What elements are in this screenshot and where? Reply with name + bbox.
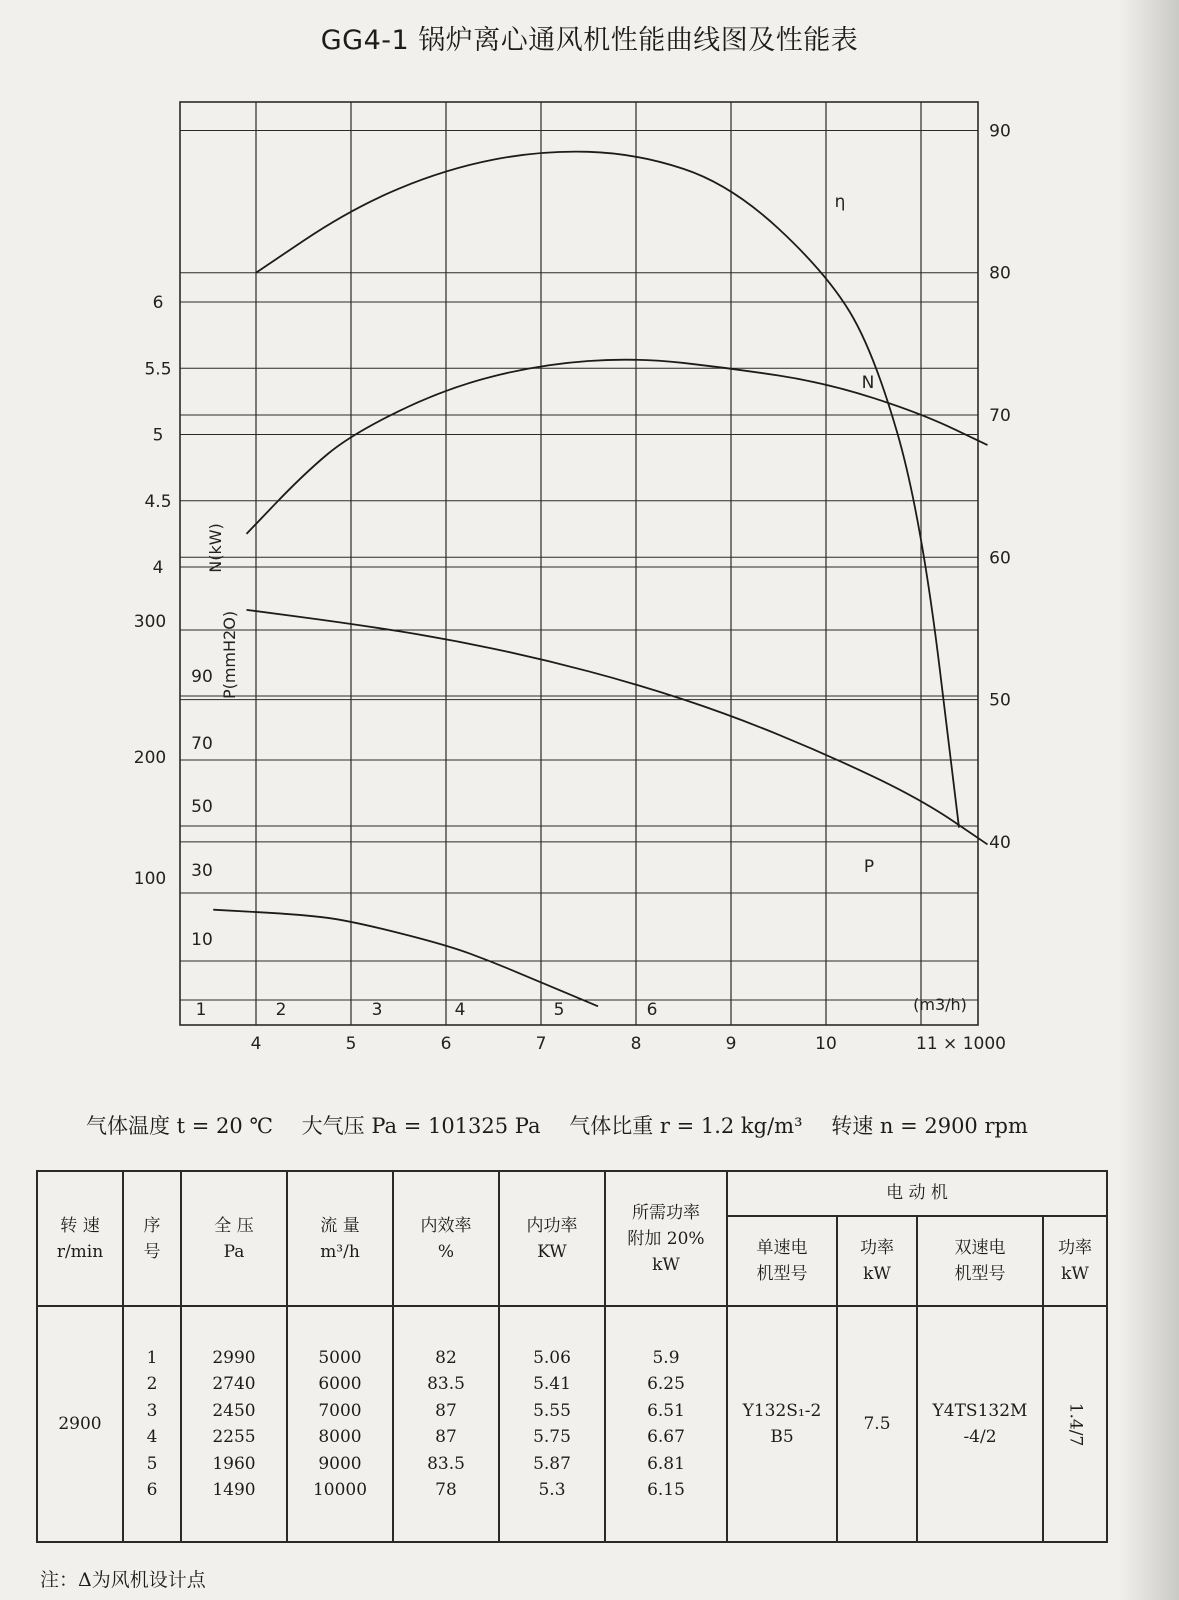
footnote: 注：Δ为风机设计点 — [40, 1569, 206, 1591]
series-curve-P — [247, 610, 988, 845]
power-axis-label: N(kW) — [206, 523, 225, 573]
efficiency-tick-label: 40 — [989, 832, 1011, 853]
cell-speed-value: 2900 — [37, 1306, 123, 1542]
pressure-inner-tick-label: 10 — [191, 930, 213, 950]
header-dual-motor: 双速电 机型号 — [917, 1216, 1043, 1306]
flow-tick-label: 10 — [815, 1034, 837, 1054]
col-efficiency: 82 83.5 87 87 83.5 78 — [393, 1306, 499, 1542]
header-single-power: 功率 kW — [837, 1216, 917, 1306]
flow-tick-label: 6 — [440, 1034, 452, 1054]
efficiency-tick-label: 60 — [989, 548, 1011, 569]
series-curve-unlabeled — [213, 910, 598, 1007]
power-tick-label: 4.5 — [144, 491, 172, 512]
col-required-power: 5.9 6.25 6.51 6.67 6.81 6.15 — [605, 1306, 727, 1542]
point-number-label: 1 — [195, 1000, 207, 1020]
condition-gas-temp: 气体温度 t = 20 ℃ — [86, 1114, 273, 1138]
header-seq: 序 号 — [123, 1171, 181, 1306]
pressure-tick-label: 300 — [133, 612, 167, 632]
point-number-label: 3 — [371, 1000, 383, 1020]
point-number-label: 2 — [275, 1000, 287, 1020]
efficiency-tick-label: 70 — [989, 406, 1011, 427]
header-power: 内功率 KW — [499, 1171, 605, 1306]
power-tick-label: 5.5 — [144, 359, 172, 380]
flow-tick-label: 5 — [345, 1034, 357, 1054]
pressure-inner-tick-label: 50 — [191, 797, 213, 817]
cell-single-motor: Y132S₁-2 B5 — [727, 1306, 837, 1542]
efficiency-tick-label: 80 — [989, 263, 1011, 284]
col-power: 5.06 5.41 5.55 5.75 5.87 5.3 — [499, 1306, 605, 1542]
pressure-inner-tick-label: 90 — [191, 667, 213, 687]
pressure-tick-label: 100 — [133, 869, 167, 889]
series-curve-N — [247, 360, 988, 534]
condition-pressure: 大气压 Pa = 101325 Pa — [301, 1114, 541, 1138]
flow-tick-label: 9 — [725, 1034, 737, 1054]
header-single-motor: 单速电 机型号 — [727, 1216, 837, 1306]
header-efficiency: 内效率 % — [393, 1171, 499, 1306]
col-pressure: 2990 2740 2450 2255 1960 1490 — [181, 1306, 287, 1542]
point-number-label: 5 — [553, 1000, 565, 1020]
chart-title: GG4-1 锅炉离心通风机性能曲线图及性能表 — [320, 25, 859, 56]
performance-table — [36, 1170, 1108, 1543]
chart-grid — [180, 102, 978, 1025]
power-tick-label: 4 — [152, 558, 164, 578]
series-label-N: N — [861, 373, 875, 393]
flow-tick-label: 4 — [250, 1034, 262, 1054]
col-flow: 5000 6000 7000 8000 9000 10000 — [287, 1306, 393, 1542]
flow-tick-label: 11 × 1000 — [916, 1034, 1006, 1054]
point-number-label: 6 — [646, 1000, 658, 1020]
efficiency-tick-label: 50 — [989, 690, 1011, 711]
series-curve-η — [256, 152, 959, 828]
header-motor-group: 电 动 机 — [727, 1171, 1107, 1216]
power-tick-label: 6 — [152, 293, 164, 313]
axis-labels — [134, 121, 1011, 1054]
series-label-P: P — [863, 857, 875, 877]
header-pressure: 全 压 Pa — [181, 1171, 287, 1306]
condition-density: 气体比重 r = 1.2 kg/m³ — [569, 1114, 803, 1138]
series-layer — [213, 152, 987, 1007]
flow-tick-label: 8 — [630, 1034, 642, 1054]
plot-frame — [180, 102, 978, 1025]
pressure-axis-label: P(mmH2O) — [220, 610, 239, 700]
header-dual-power: 功率 kW — [1043, 1216, 1107, 1306]
efficiency-tick-label: 90 — [989, 121, 1011, 142]
pressure-tick-label: 200 — [133, 748, 167, 768]
flow-axis-label: (m3/h) — [913, 995, 967, 1014]
power-tick-label: 5 — [152, 425, 164, 446]
condition-speed: 转速 n = 2900 rpm — [831, 1114, 1028, 1138]
header-required-power: 所需功率 附加 20% kW — [605, 1171, 727, 1306]
flow-tick-label: 7 — [535, 1034, 547, 1054]
header-flow: 流 量 m³/h — [287, 1171, 393, 1306]
series-label-η: η — [834, 192, 846, 212]
pressure-inner-tick-label: 70 — [191, 734, 213, 754]
point-number-label: 4 — [454, 1000, 466, 1020]
cell-single-power: 7.5 — [837, 1306, 917, 1542]
cell-dual-motor: Y4TS132M -4/2 — [917, 1306, 1043, 1542]
pressure-inner-tick-label: 30 — [191, 861, 213, 881]
col-seq: 1 2 3 4 5 6 — [123, 1306, 181, 1542]
test-conditions — [86, 1110, 1050, 1140]
cell-dual-power: 1.4/7 — [1043, 1306, 1107, 1542]
header-speed: 转 速 r/min — [37, 1171, 123, 1306]
